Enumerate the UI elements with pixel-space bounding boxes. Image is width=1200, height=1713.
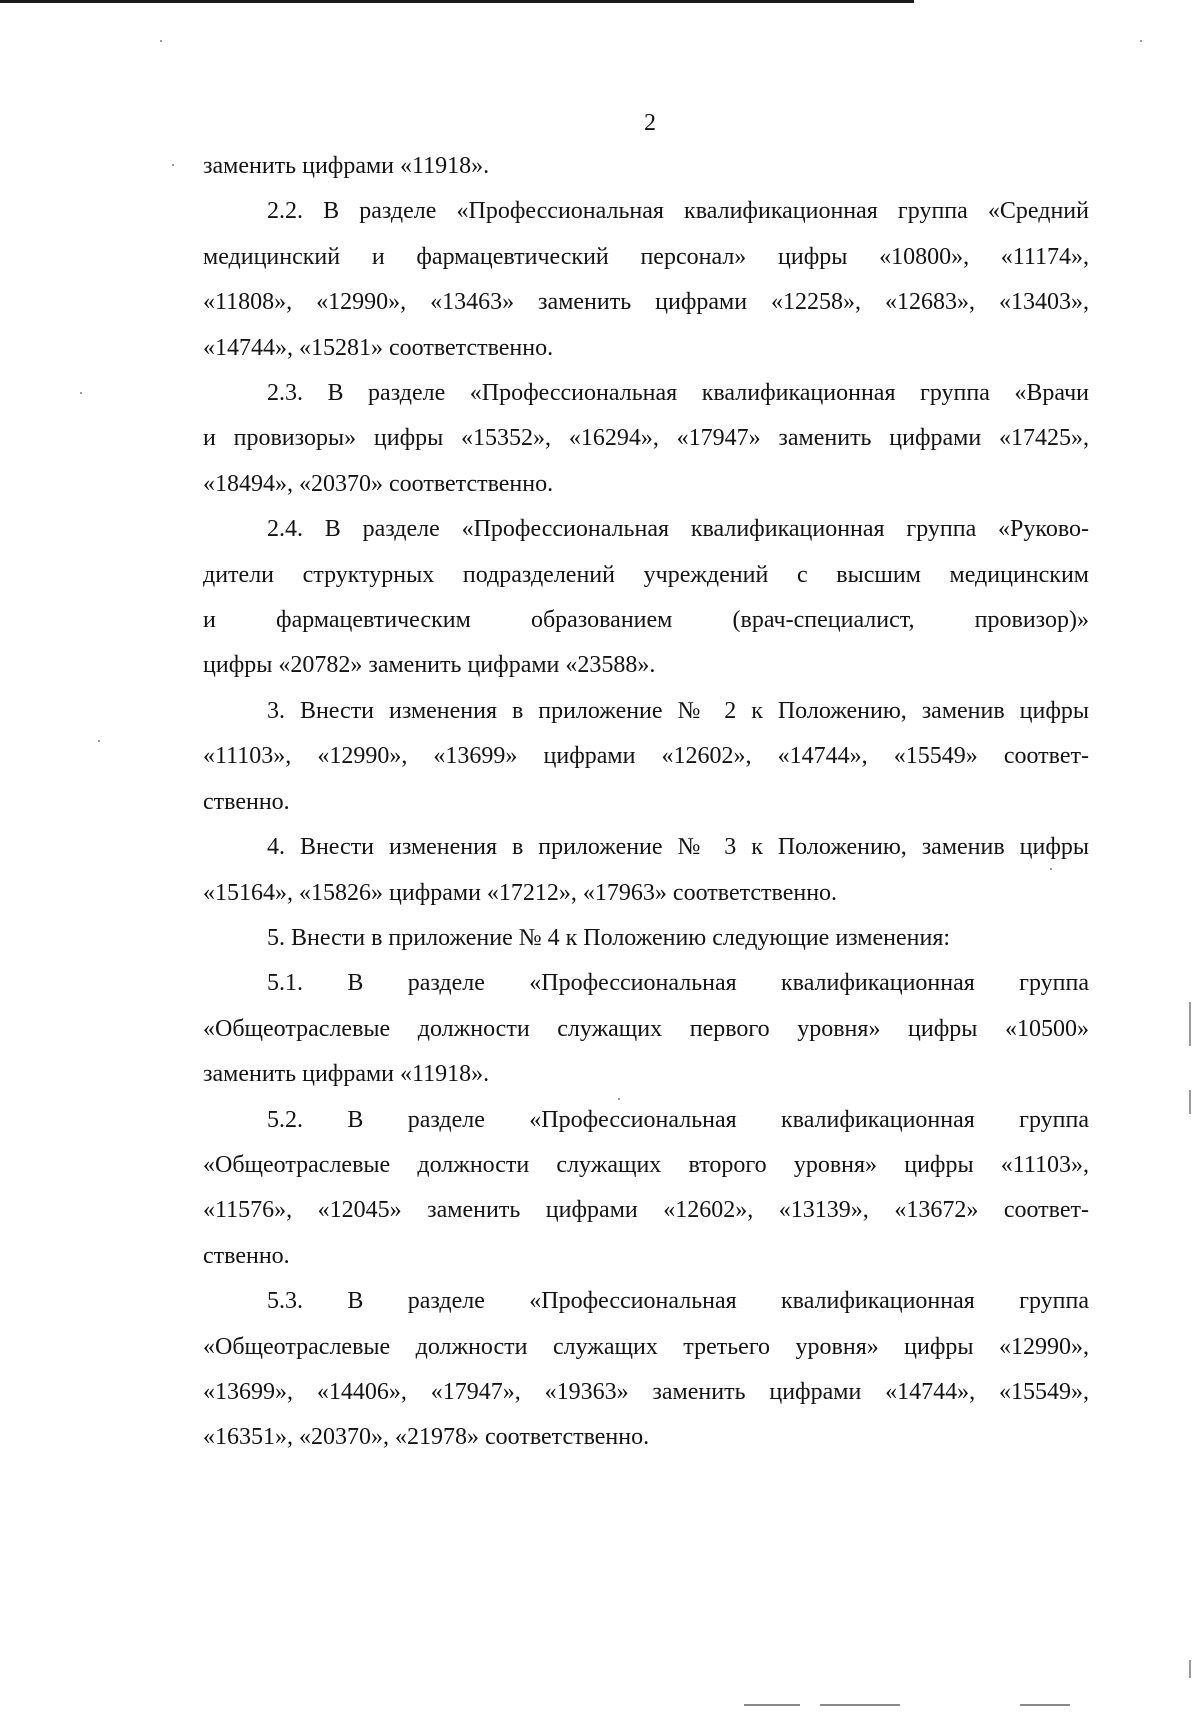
text-line: «Общеотраслевые должности служащих первого уровня» цифры «10500» xyxy=(203,1015,1089,1042)
text-line: «14744», «15281» соответственно. xyxy=(203,334,554,361)
paragraph-4 xyxy=(203,825,1089,916)
text-line: 5.2. В разделе «Профессиональная квалификационная группа xyxy=(267,1106,1089,1133)
text-line: заменить цифрами «11918». xyxy=(203,1061,490,1088)
paragraph-2-2 xyxy=(203,189,1089,371)
paragraph-2-4 xyxy=(203,507,1089,689)
scan-speck xyxy=(98,740,100,742)
scan-speck xyxy=(80,392,82,394)
paragraph-2-3 xyxy=(203,371,1089,507)
text-line: и провизоры» цифры «15352», «16294», «17947» заменить цифрами «17425», xyxy=(203,425,1089,452)
text-line: ственно. xyxy=(203,788,290,815)
text-line: «15164», «15826» цифрами «17212», «17963» соответственно. xyxy=(203,879,838,906)
text-line: «11808», «12990», «13463» заменить цифрами «12258», «12683», «13403», xyxy=(203,289,1089,316)
text-line: дители структурных подразделений учреждений с высшим медицинским xyxy=(203,561,1089,588)
margin-scan-mark xyxy=(1189,1002,1191,1046)
paragraph-5 xyxy=(203,916,1089,961)
page-number: 2 xyxy=(644,110,656,136)
text-line: «Общеотраслевые должности служащих второго уровня» цифры «11103», xyxy=(203,1151,1089,1178)
scan-speck xyxy=(160,40,162,42)
document-body xyxy=(203,144,1089,1461)
text-line: 2.4. В разделе «Профессиональная квалификационная группа «Руково- xyxy=(267,516,1089,543)
paragraph-5-2 xyxy=(203,1098,1089,1280)
text-line: медицинский и фармацевтический персонал» цифры «10800», «11174», xyxy=(203,243,1089,270)
margin-scan-mark xyxy=(1189,1090,1191,1114)
paragraph-5-1 xyxy=(203,961,1089,1097)
paragraph-5-3 xyxy=(203,1279,1089,1461)
text-line: 2.2. В разделе «Профессиональная квалификационная группа «Средний xyxy=(267,198,1089,225)
text-line: «16351», «20370», «21978» соответственно. xyxy=(203,1424,650,1451)
bottom-scan-mark xyxy=(820,1704,900,1706)
scan-speck xyxy=(172,164,174,166)
margin-scan-mark xyxy=(1189,1660,1191,1678)
bottom-scan-mark xyxy=(744,1704,800,1706)
text-line: 4. Внести изменения в приложение № 3 к Положению, заменив цифры xyxy=(267,834,1089,861)
text-line: «Общеотраслевые должности служащих третьего уровня» цифры «12990», xyxy=(203,1333,1089,1360)
text-line: 5.1. В разделе «Профессиональная квалификационная группа xyxy=(267,970,1089,997)
text-line: «11103», «12990», «13699» цифрами «12602», «14744», «15549» соответ- xyxy=(203,743,1089,770)
scan-speck xyxy=(1140,40,1142,42)
text-line: 2.3. В разделе «Профессиональная квалификационная группа «Врачи xyxy=(267,380,1089,407)
paragraph-continuation xyxy=(203,144,1089,189)
text-line: «13699», «14406», «17947», «19363» заменить цифрами «14744», «15549», xyxy=(203,1378,1089,1405)
text-line: ственно. xyxy=(203,1242,290,1269)
paragraph-3 xyxy=(203,689,1089,825)
text-line: 5. Внести в приложение № 4 к Положению следующие изменения: xyxy=(267,924,951,951)
text-line: 3. Внести изменения в приложение № 2 к Положению, заменив цифры xyxy=(267,697,1089,724)
text-line: заменить цифрами «11918». xyxy=(203,153,490,179)
text-line: «11576», «12045» заменить цифрами «12602», «13139», «13672» соответ- xyxy=(203,1197,1089,1224)
bottom-scan-mark xyxy=(1020,1704,1070,1706)
text-line: «18494», «20370» соответственно. xyxy=(203,470,554,497)
text-line: цифры «20782» заменить цифрами «23588». xyxy=(203,652,656,679)
text-line: 5.3. В разделе «Профессиональная квалификационная группа xyxy=(267,1288,1089,1315)
top-border-line xyxy=(0,0,914,3)
text-line: и фармацевтическим образованием (врач-специалист, провизор)» xyxy=(203,607,1089,634)
